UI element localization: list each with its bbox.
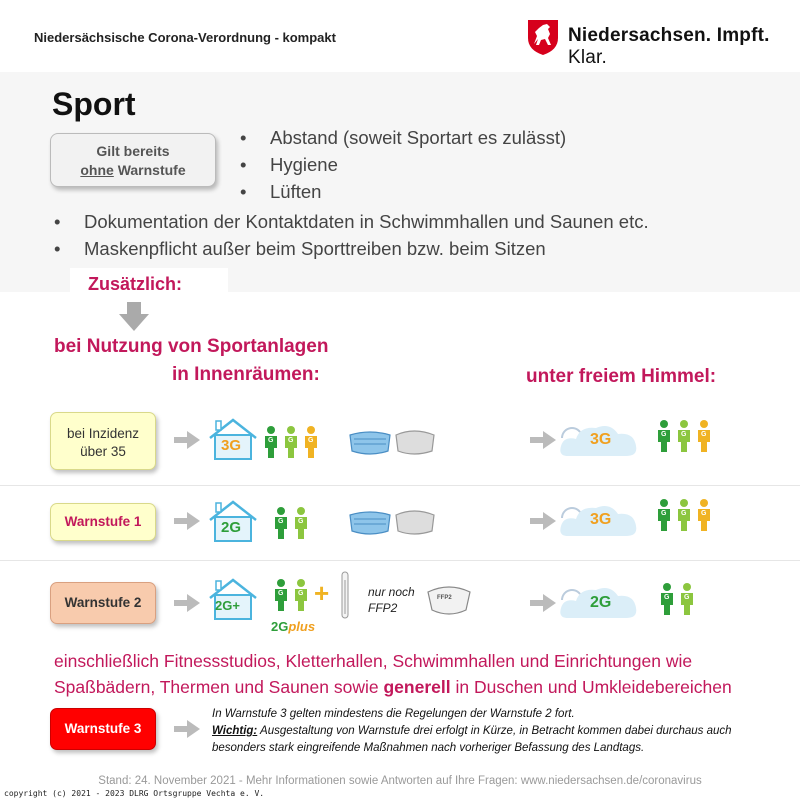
person-letter: G	[701, 510, 707, 517]
outdoor-heading: unter freiem Himmel:	[526, 366, 717, 387]
scope-note	[54, 648, 784, 700]
row2-label: Warnstufe 1	[64, 514, 142, 529]
list-item: • Hygiene	[240, 151, 566, 178]
row3-label: Warnstufe 2	[64, 595, 142, 610]
indoor-heading-line2: in Innenräumen:	[172, 364, 320, 385]
person-letter: G	[308, 437, 314, 444]
indoor-heading-line1: bei Nutzung von Sportanlagen	[54, 336, 329, 357]
person-letter: G	[681, 431, 687, 438]
row1-label-line1: bei Inzidenz	[66, 426, 140, 441]
warnstufe-3-line2	[212, 723, 772, 757]
ffp2-note-line1: nur noch	[368, 585, 415, 599]
indoor-rule-row1: 3G	[221, 437, 242, 454]
brand-text	[568, 25, 800, 69]
arrow-right-icon	[174, 512, 200, 530]
page-title: Sport	[52, 86, 136, 122]
person-letter: G	[278, 518, 284, 525]
ffp2-note-line2: FFP2	[368, 601, 398, 615]
test-swab-icon	[338, 570, 352, 622]
brand-thin: Klar.	[568, 47, 608, 68]
list-item: • Dokumentation der Kontaktdaten in Schwimmhallen und Saunen etc.	[54, 208, 649, 235]
header-title: Niedersächsische Corona-Verordnung - kompakt	[34, 30, 336, 45]
person-letter: G	[661, 431, 667, 438]
person-letter: G	[661, 510, 667, 517]
person-letter: G	[268, 437, 274, 444]
row4-label: Warnstufe 3	[64, 721, 142, 736]
scope-text-part2: in Duschen und Umkleidebereichen	[450, 677, 732, 697]
arrow-right-icon	[530, 512, 556, 530]
outdoor-rule-row2: 3G	[590, 511, 612, 528]
2gplus-label	[271, 619, 315, 634]
incidence-over-35-badge	[50, 412, 156, 470]
warnstufe-3-details: Ausgestaltung von Warnstufe drei erfolgt in Kürze, in Betracht kommen dabei durchaus auch besonders stark eingreifende Maßnahmen nach vorheriger Befassung des Landtags.	[212, 725, 732, 754]
badge-underlined-word: ohne	[80, 162, 114, 178]
person-letter: G	[681, 510, 687, 517]
face-masks-icon	[346, 507, 438, 539]
down-arrow-icon	[117, 302, 151, 332]
scope-text-part1: einschließlich Fitnessstudios, Kletterhallen, Schwimmhallen und Einrichtungen wie Spaßbädern, Thermen und Saunen sowie	[54, 651, 693, 697]
niedersachsen-horse-logo-icon	[526, 18, 560, 56]
outdoor-rule-row1: 3G	[590, 431, 612, 448]
arrow-right-icon	[174, 594, 200, 612]
person-letter: G	[684, 594, 690, 601]
warnstufe-3-text	[212, 706, 772, 757]
face-masks-icon	[346, 427, 438, 459]
2gplus-main: 2G	[271, 619, 289, 634]
badge-line1: Gilt bereits	[96, 143, 170, 159]
person-letter: G	[701, 431, 707, 438]
basic-rules-list	[240, 124, 566, 205]
warnstufe-3-line1: In Warnstufe 3 gelten mindestens die Regelungen der Warnstufe 2 fort.	[212, 708, 575, 720]
indoor-rule-row2: 2G	[221, 519, 242, 536]
person-letter: G	[278, 590, 284, 597]
row-divider	[0, 485, 800, 486]
badge-line2-rest: Warnstufe	[113, 162, 186, 178]
ffp2-note	[368, 584, 415, 616]
additional-rules-list	[54, 208, 649, 262]
scope-text-bold: generell	[383, 677, 451, 697]
person-letter: G	[288, 437, 294, 444]
row-divider	[0, 560, 800, 561]
no-warnlevel-badge	[50, 133, 216, 187]
warnstufe-1-badge	[50, 503, 156, 541]
plus-sign: +	[314, 578, 330, 608]
warnstufe-2-badge	[50, 582, 156, 624]
indoor-rule-row3: 2G+	[215, 598, 240, 613]
person-letter: G	[298, 590, 304, 597]
outdoor-rule-row3: 2G	[590, 594, 612, 611]
person-letter: G	[664, 594, 670, 601]
arrow-right-icon	[174, 720, 200, 738]
badge-line2	[51, 161, 215, 180]
list-item: • Lüften	[240, 178, 566, 205]
2gplus-suffix: plus	[288, 619, 316, 634]
zusaetzlich-label: Zusätzlich:	[88, 274, 183, 294]
arrow-right-icon	[530, 594, 556, 612]
list-item: • Abstand (soweit Sportart es zulässt)	[240, 124, 566, 151]
arrow-right-icon	[530, 431, 556, 449]
person-letter: G	[298, 518, 304, 525]
warnstufe-3-badge	[50, 708, 156, 750]
list-item: • Maskenpflicht außer beim Sporttreiben bzw. beim Sitzen	[54, 235, 649, 262]
copyright-text: copyright (c) 2021 - 2023 DLRG Ortsgruppe Vechta e. V.	[4, 789, 265, 798]
wichtig-label: Wichtig:	[212, 725, 258, 737]
footer-text: Stand: 24. November 2021 - Mehr Informationen sowie Antworten auf Ihre Fragen: www.niedersachsen.de/coronavirus	[98, 775, 702, 787]
row1-label-line2: über 35	[80, 444, 126, 459]
ffp2-mask-text: FFP2	[437, 595, 452, 601]
brand-main: Niedersachsen. Impft.	[568, 25, 770, 46]
arrow-right-icon	[174, 431, 200, 449]
